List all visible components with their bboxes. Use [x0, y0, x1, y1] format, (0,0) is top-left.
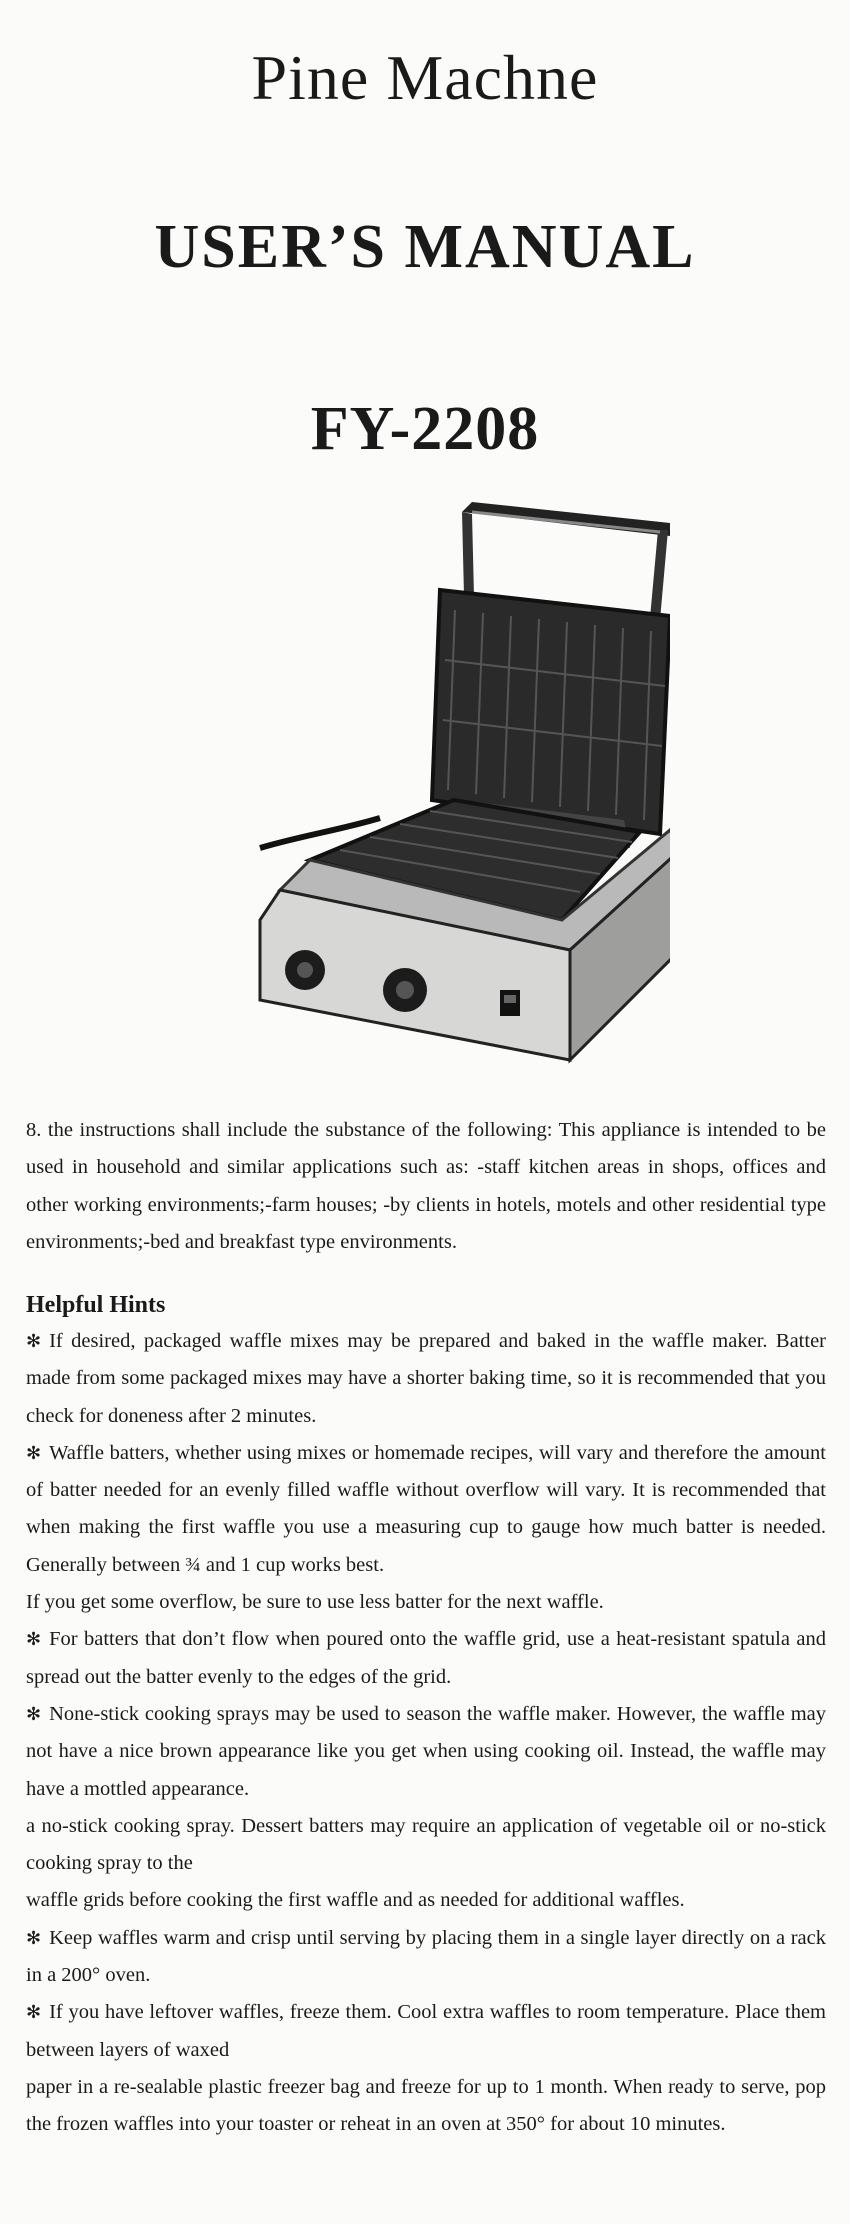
asterisk-bullet-icon: ✻ — [26, 1703, 42, 1725]
helpful-hints-heading: Helpful Hints — [26, 1292, 166, 1318]
asterisk-bullet-icon: ✻ — [26, 1629, 42, 1651]
hint-text: If you have leftover waffles, freeze them. Cool extra waffles to room temperature. Place them between layers of waxed — [26, 2001, 826, 2061]
asterisk-bullet-icon: ✻ — [26, 1442, 42, 1464]
intro-paragraph — [26, 1112, 826, 1261]
hint-text: Waffle batters, whether using mixes or homemade recipes, will vary and therefore the amount of batter needed for an evenly filled waffle without overflow will vary. It is recommended that when making the first waffle you use a measuring cup to gauge how much batter is needed. Generally between ¾ and 1 cup works best. — [26, 1441, 826, 1576]
document-title: Pine Machne — [251, 42, 599, 113]
hint-text: If desired, packaged waffle mixes may be prepared and baked in the waffle maker. Batter made from some packaged mixes may have a shorter baking time, so it is recommended that you check for doneness after 2 minutes. — [26, 1330, 826, 1427]
manual-heading: USER’S MANUAL — [154, 213, 696, 281]
helpful-hints-section — [26, 1287, 826, 2144]
overflow-note: If you get some overflow, be sure to use less batter for the next waffle. — [26, 1591, 604, 1614]
hint-item — [26, 1696, 826, 1808]
waffle-maker-illustration — [240, 500, 670, 1070]
hint-text: For batters that don’t flow when poured onto the waffle grid, use a heat-resistant spatula and spread out the batter evenly to the edges of the grid. — [26, 1628, 826, 1688]
freeze-note: paper in a re-sealable plastic freezer bag and freeze for up to 1 month. When ready to serve, pop the frozen waffles into your toaster or reheat in an oven at 350° for about 10 minutes. — [26, 2075, 826, 2136]
intro-text: 8. the instructions shall include the substance of the following: This appliance is intended to be used in household and similar applications such as: -staff kitchen areas in shops, offices and other working environments;-farm houses; -by clients in hotels, motels and other residential type environments;-bed and breakfast type environments. — [26, 1119, 826, 1253]
hint-item — [26, 1323, 826, 1435]
hint-text: Keep waffles warm and crisp until serving by placing them in a single layer directly on a rack in a 200° oven. — [26, 1926, 826, 1987]
asterisk-bullet-icon: ✻ — [26, 2002, 42, 2024]
spray-note: a no-stick cooking spray. Dessert batters may require an application of vegetable oil or no-stick cooking spray to the — [26, 1814, 826, 1875]
hint-item — [26, 1994, 826, 2069]
asterisk-bullet-icon: ✻ — [26, 1331, 42, 1352]
model-number: FY-2208 — [310, 395, 540, 463]
hint-item — [26, 1621, 826, 1696]
spray-note-continued: waffle grids before cooking the first waffle and as needed for additional waffles. — [26, 1889, 685, 1912]
hint-text: None-stick cooking sprays may be used to season the waffle maker. However, the waffle may not have a nice brown appearance like you get when using cooking oil. Instead, the waffle may have a mottled appearance. — [26, 1702, 826, 1800]
asterisk-bullet-icon: ✻ — [26, 1927, 42, 1949]
hint-item — [26, 1920, 826, 1995]
hint-item — [26, 1435, 826, 1584]
